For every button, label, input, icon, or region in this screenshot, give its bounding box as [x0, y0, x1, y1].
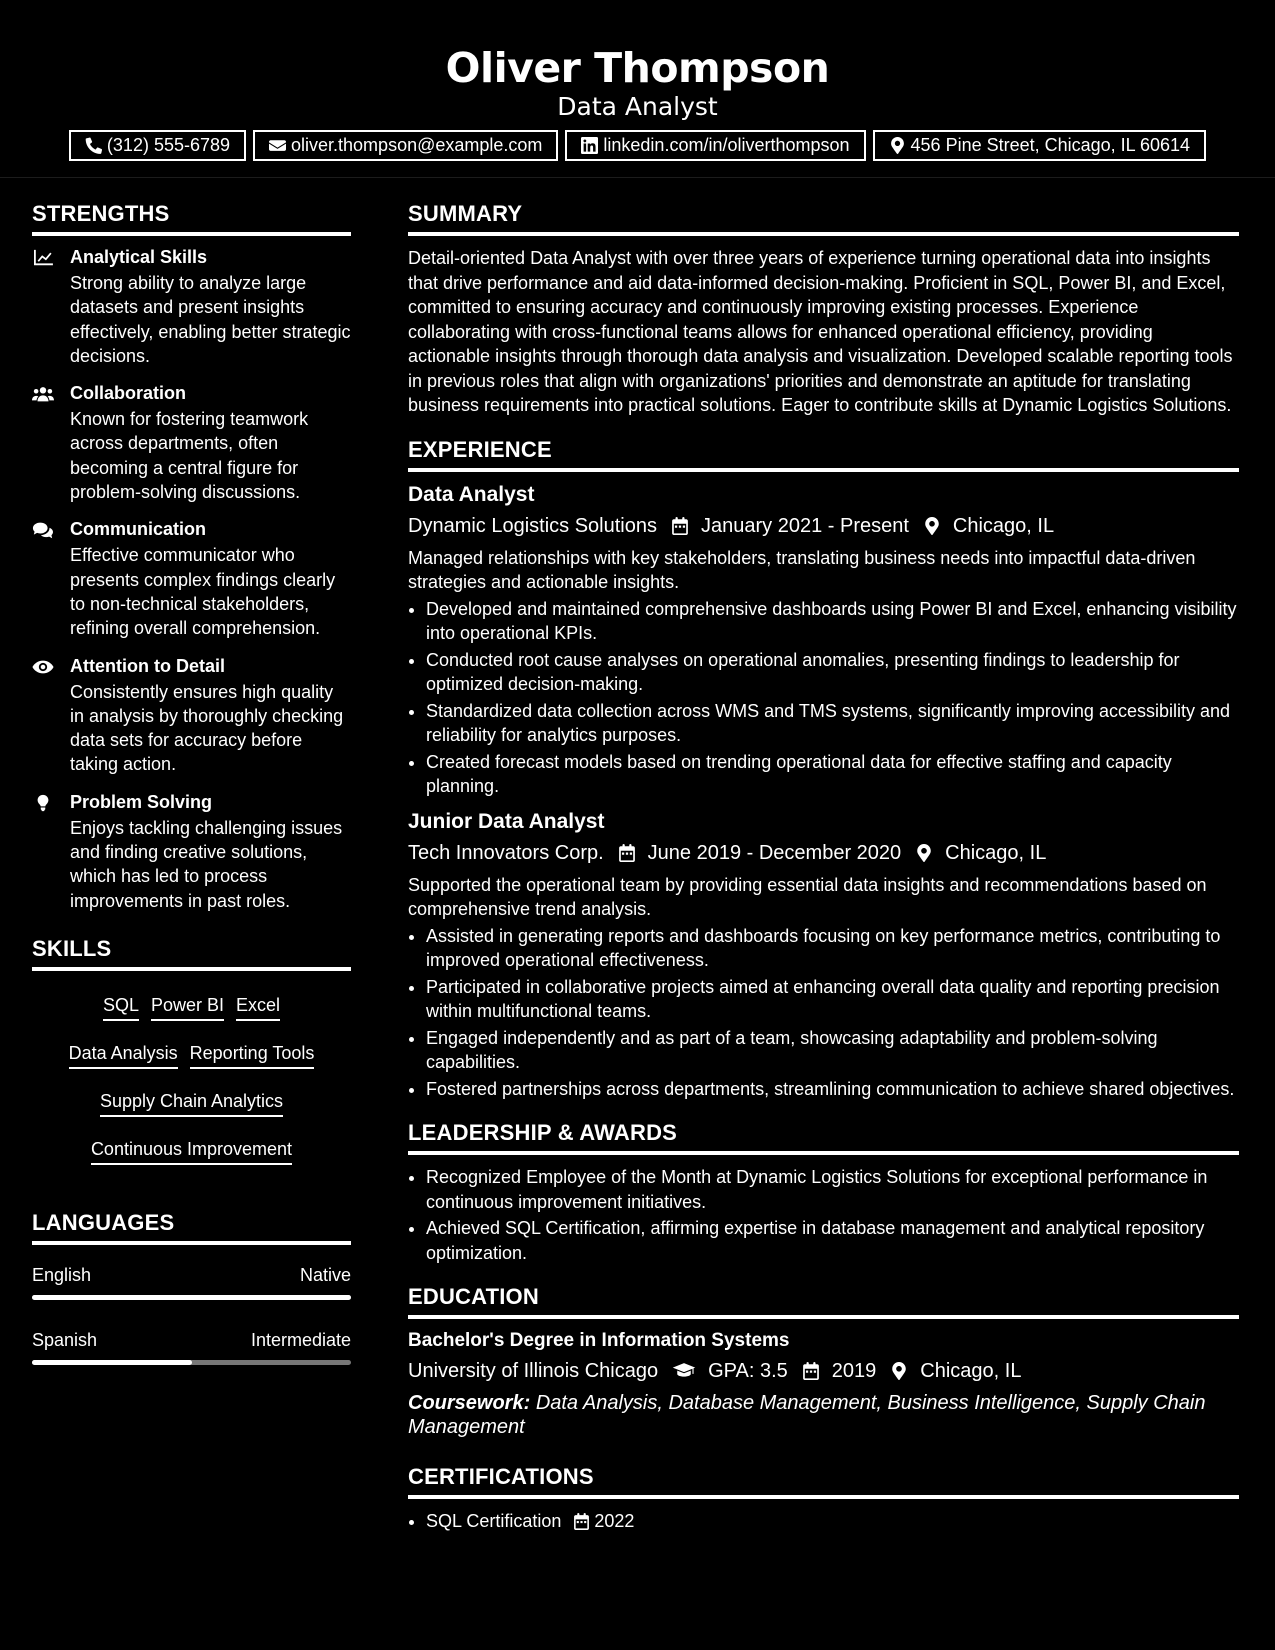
job-bullet: • Fostered partnerships across departments, streamlining communication to achieve shared objectives. [426, 1077, 1239, 1102]
job-bullet: • Developed and maintained comprehensive dashboards using Power BI and Excel, enhancing visibility into operational KPIs. [426, 597, 1239, 646]
strength-text: Effective communicator who presents complex findings clearly to non-technical stakeholders, refining overall comprehension. [70, 545, 336, 639]
leadership-item: • Achieved SQL Certification, affirming expertise in database management and analytical repository optimization. [426, 1216, 1239, 1265]
skill-tag: Excel [236, 993, 280, 1021]
job-description: Managed relationships with key stakeholders, translating business needs into impactful data-driven strategies and actionable insights. [408, 547, 1196, 592]
left-column [32, 200, 351, 1385]
job-bullet: • Participated in collaborative projects aimed at enhancing overall data quality and reporting precision within multifunctional teams. [426, 975, 1239, 1024]
leadership-heading: LEADERSHIP & AWARDS [408, 1119, 1239, 1155]
strength-item [32, 518, 351, 640]
leadership-item: • Recognized Employee of the Month at Dynamic Logistics Solutions for exceptional performance in continuous improvement initiatives. [426, 1165, 1239, 1214]
strength-item [32, 655, 351, 777]
graduation-cap-icon [672, 1362, 696, 1380]
job-location: Chicago, IL [945, 841, 1047, 864]
skill-tag: Reporting Tools [190, 1041, 315, 1069]
calendar-icon [618, 844, 636, 862]
strength-title: Communication [70, 519, 207, 540]
job-bullet: • Assisted in generating reports and dashboards focusing on key performance metrics, contributing to improved operational effectiveness. [426, 924, 1239, 973]
certification-name: • SQL Certification [426, 1511, 562, 1531]
job-location: Chicago, IL [952, 514, 1055, 537]
certification-year: 2022 [594, 1511, 635, 1531]
email-text: oliver.thompson@example.com [291, 135, 543, 155]
language-level: Intermediate [250, 1329, 351, 1350]
language-level: Native [299, 1264, 351, 1285]
certifications-heading: CERTIFICATIONS [408, 1463, 1239, 1499]
chart-line-icon [32, 249, 54, 267]
calendar-icon [671, 517, 689, 535]
comments-icon [32, 521, 54, 539]
job-company: Dynamic Logistics Solutions [408, 514, 657, 537]
contact-email[interactable] [253, 130, 558, 161]
job-meta [408, 512, 1239, 540]
strength-text: Strong ability to analyze large datasets and present insights effectively, enabling better strategic decisions. [70, 273, 351, 366]
school-name: University of Illinois Chicago [408, 1360, 659, 1382]
certification-item [426, 1509, 1239, 1534]
language-proficiency-fill [32, 1295, 351, 1300]
lightbulb-icon [32, 794, 54, 812]
skills-heading: SKILLS [32, 935, 351, 971]
strength-text: Consistently ensures high quality in analysis by thoroughly checking data sets for accuracy before taking action. [70, 681, 344, 775]
skill-tag: SQL [103, 993, 139, 1021]
skill-tag: Continuous Improvement [91, 1137, 292, 1165]
strength-text: Known for fostering teamwork across departments, often becoming a central figure for problem-solving discussions. [70, 409, 309, 503]
job-bullet: • Engaged independently and as part of a team, showcasing adaptability and problem-solving capabilities. [426, 1026, 1239, 1075]
summary-text: Detail-oriented Data Analyst with over three years of experience turning operational data into insights that drive performance and aid data-informed decision-making. Proficient in SQL, Power BI, and Excel, committed to ensuring accuracy and continuously improving existing processes. Experience collaborating with cross-functional teams allows for enhanced operational efficiency, providing actionable insights through thorough data analysis and visualization. Developed scalable reporting tools in previous roles that align with organizations' priorities and demonstrate an aptitude for translating business requirements into practical solutions. Eager to contribute skills at Dynamic Logistics Solutions. [408, 248, 1233, 415]
linkedin-text: linkedin.com/in/oliverthompson [603, 135, 850, 155]
skill-tag: Power BI [151, 993, 224, 1021]
graduation-year: 2019 [831, 1360, 877, 1382]
phone-text: (312) 555-6789 [106, 135, 231, 155]
contact-address[interactable] [873, 130, 1207, 161]
contact-bar [0, 130, 1275, 161]
language-name: Spanish [32, 1329, 98, 1350]
strength-text: Enjoys tackling challenging issues and finding creative solutions, which has led to process improvements in past roles. [70, 817, 343, 911]
strength-title: Analytical Skills [70, 247, 208, 267]
degree-title: Bachelor's Degree in Information Systems [408, 1330, 790, 1351]
job-bullet: • Created forecast models based on trending operational data for effective staffing and capacity planning. [426, 750, 1239, 799]
experience-heading: EXPERIENCE [408, 436, 1239, 472]
job-entry [408, 482, 1239, 799]
job-dates: January 2021 - Present [701, 514, 909, 537]
calendar-icon [573, 1513, 590, 1530]
strength-title: Collaboration [70, 383, 186, 404]
job-entry [408, 809, 1239, 1102]
eye-icon [32, 658, 54, 676]
languages-heading: LANGUAGES [32, 1209, 351, 1245]
summary-heading: SUMMARY [408, 200, 1239, 236]
strengths-heading: STRENGTHS [32, 200, 351, 236]
address-text: 456 Pine Street, Chicago, IL 60614 [910, 135, 1191, 155]
education-meta [408, 1357, 1239, 1385]
resume-header [0, 0, 1275, 178]
map-marker-icon [915, 844, 933, 862]
job-bullet: • Standardized data collection across WMS and TMS systems, significantly improving accessibility and reliability for analytics purposes. [426, 699, 1239, 748]
language-name: English [32, 1264, 92, 1285]
map-marker-icon [923, 517, 941, 535]
skill-tag: Data Analysis [69, 1041, 178, 1069]
map-marker-icon [889, 137, 906, 154]
envelope-icon [269, 137, 286, 154]
skill-tag: Supply Chain Analytics [100, 1089, 283, 1117]
school-location: Chicago, IL [920, 1360, 1022, 1382]
coursework-list: Data Analysis, Database Management, Business Intelligence, Supply Chain Management [408, 1392, 1206, 1438]
job-bullets [408, 597, 1239, 799]
right-column [408, 200, 1239, 1536]
job-dates: June 2019 - December 2020 [647, 841, 902, 864]
candidate-name: Oliver Thompson [445, 44, 830, 92]
skills-list [32, 981, 351, 1179]
phone-icon [85, 137, 102, 154]
strength-item [32, 382, 351, 504]
users-icon [32, 385, 54, 403]
job-description: Supported the operational team by providing essential data insights and recommendations based on comprehensive trend analysis. [408, 874, 1207, 919]
strength-title: Problem Solving [70, 791, 213, 812]
coursework [408, 1391, 1239, 1439]
strength-title: Attention to Detail [70, 655, 225, 676]
job-meta [408, 839, 1239, 867]
map-marker-icon [890, 1362, 908, 1380]
coursework-label: Coursework: [408, 1392, 531, 1414]
contact-linkedin[interactable] [565, 130, 865, 161]
job-bullets [408, 924, 1239, 1102]
gpa: GPA: 3.5 [708, 1360, 788, 1382]
language-proficiency-bar [32, 1360, 351, 1365]
calendar-icon [802, 1362, 820, 1380]
leadership-list [408, 1165, 1239, 1265]
job-company: Tech Innovators Corp. [408, 841, 604, 864]
certifications-list [408, 1509, 1239, 1534]
language-item [32, 1263, 351, 1300]
linkedin-icon [581, 137, 598, 154]
language-item [32, 1328, 351, 1365]
strength-item [32, 791, 351, 913]
language-proficiency-bar [32, 1295, 351, 1300]
candidate-title: Data Analyst [557, 92, 718, 121]
language-proficiency-fill [32, 1360, 192, 1365]
job-bullet: • Conducted root cause analyses on operational anomalies, presenting findings to leadership for optimized decision-making. [426, 648, 1239, 697]
contact-phone[interactable] [69, 130, 246, 161]
job-title: Data Analyst [408, 482, 535, 506]
education-heading: EDUCATION [408, 1283, 1239, 1319]
job-title: Junior Data Analyst [408, 809, 605, 833]
strength-item [32, 246, 351, 368]
